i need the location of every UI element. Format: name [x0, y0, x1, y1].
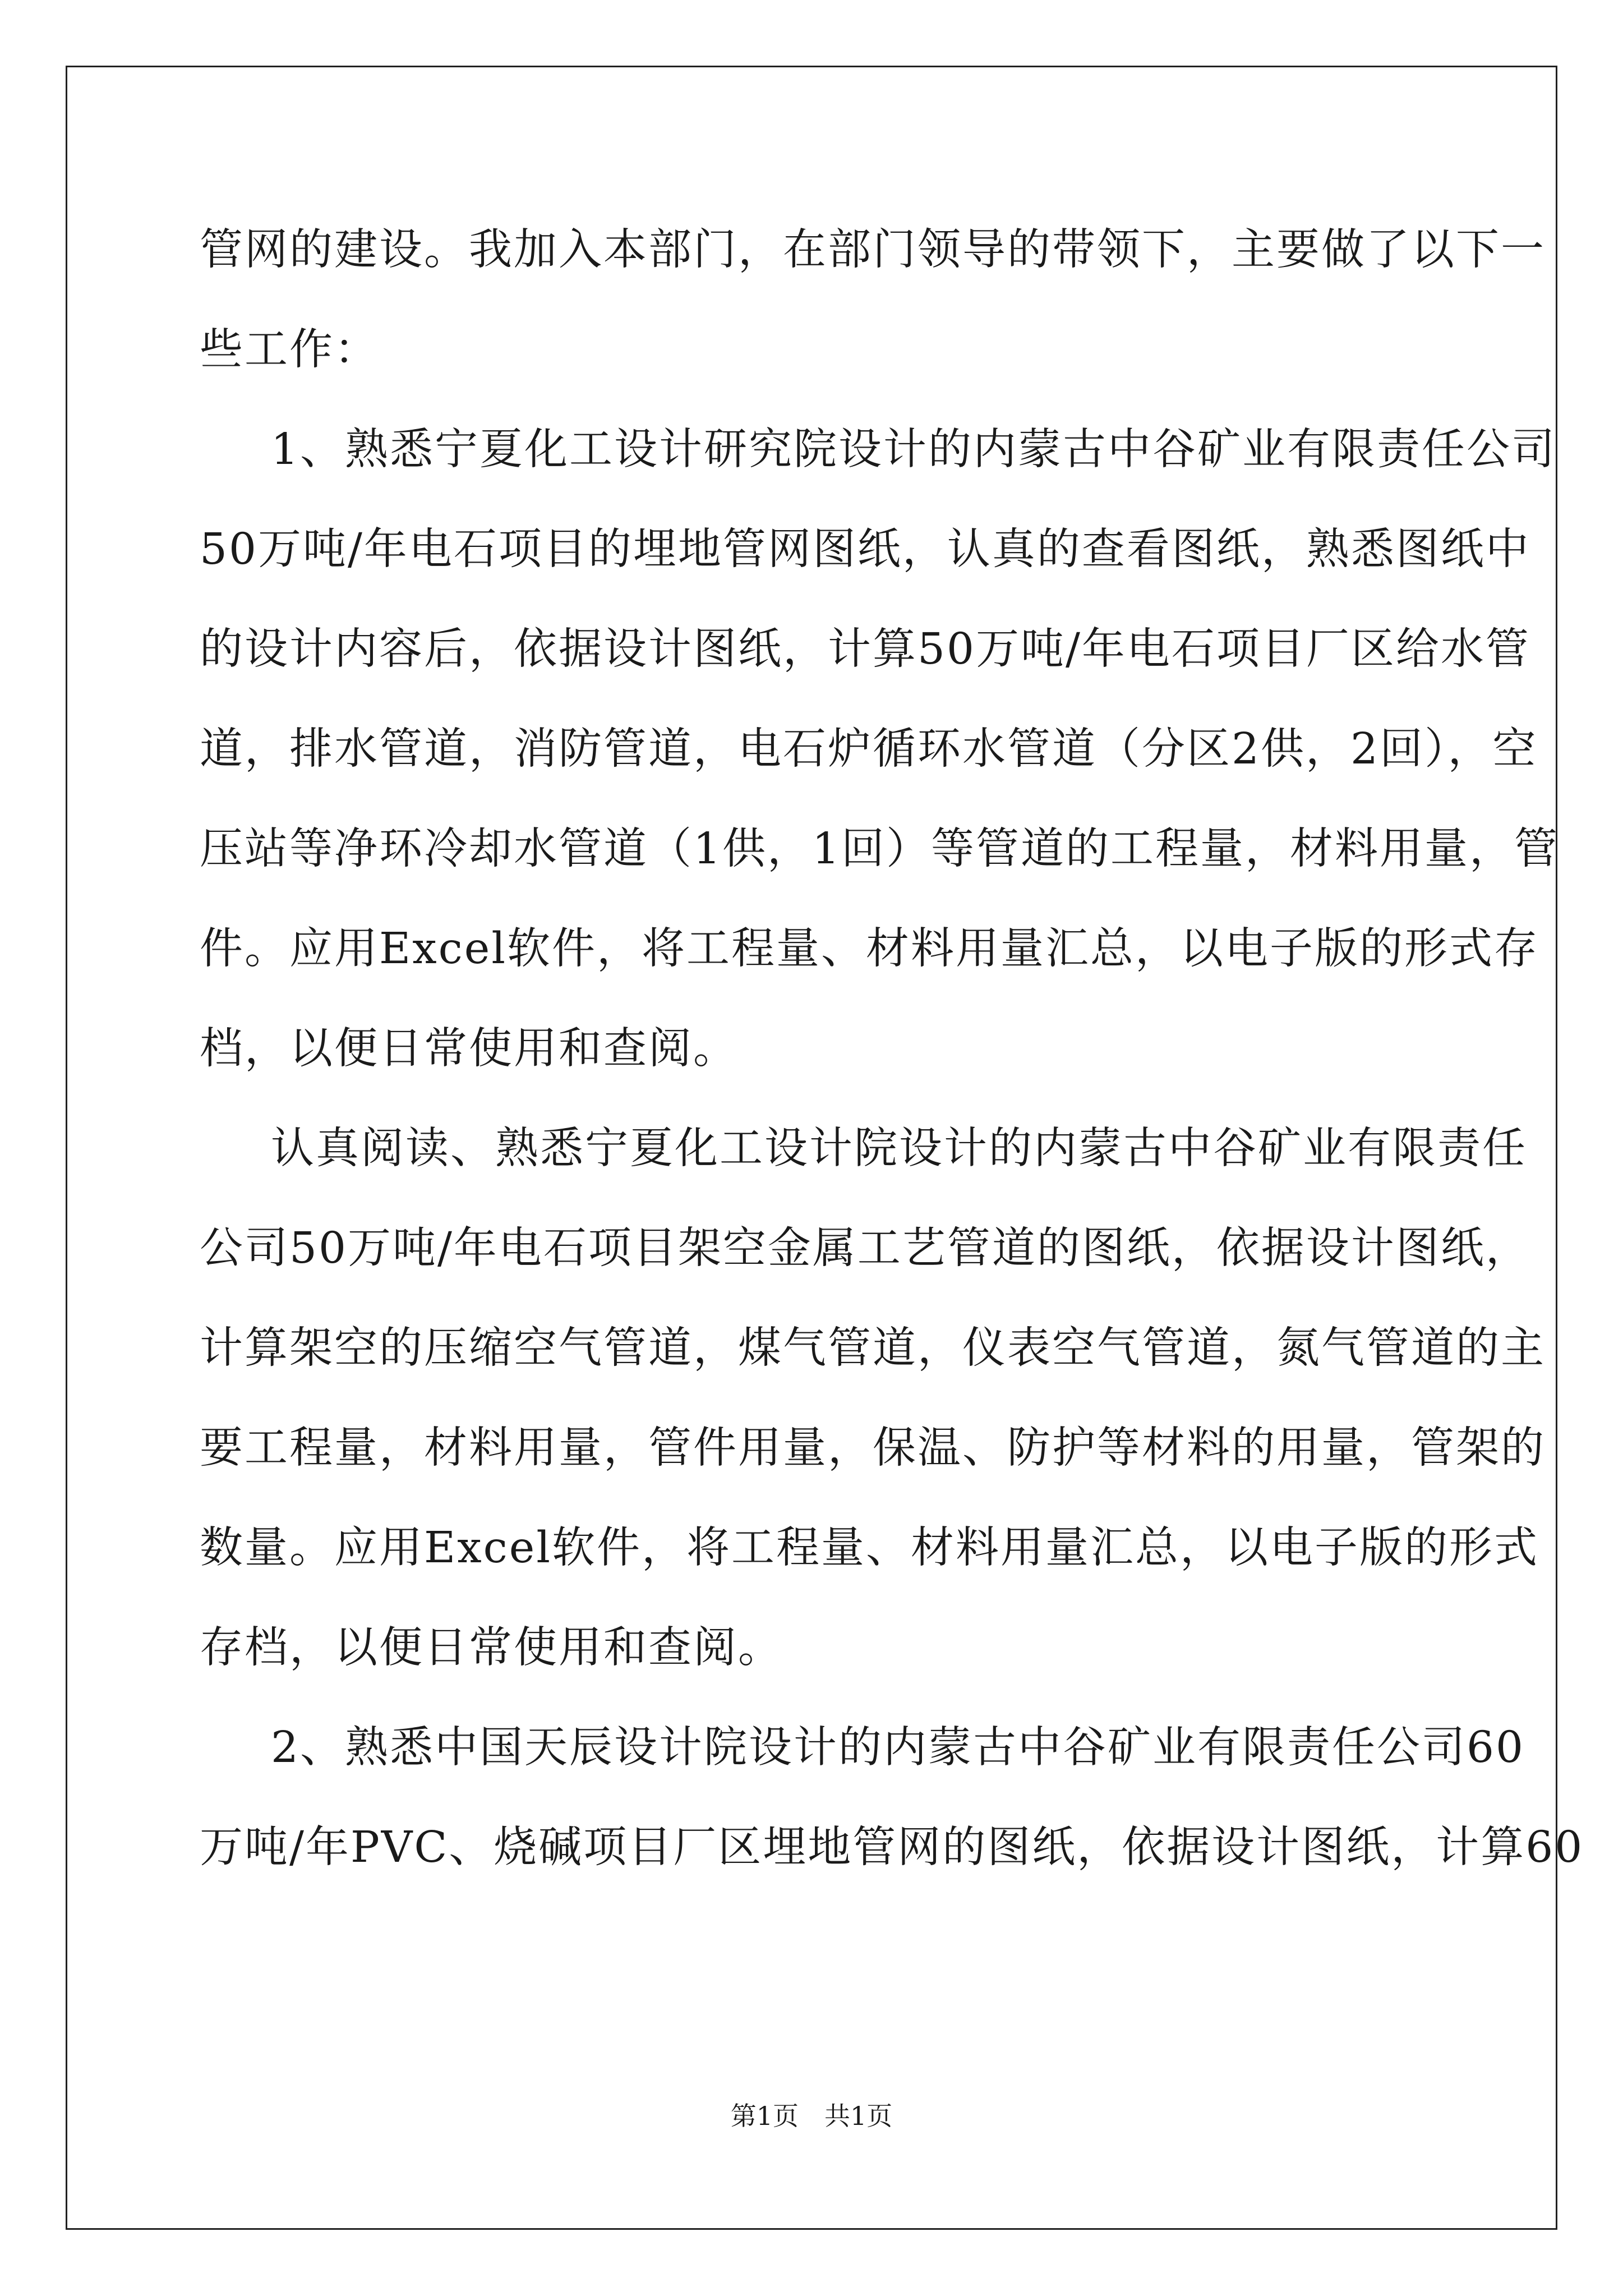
page-footer: 第1页 共1页 — [730, 2101, 893, 2131]
text-line-17: 万吨/年PVC、烧碱项目厂区埋地管网的图纸，依据设计图纸，计算60 — [200, 1823, 1584, 1872]
text-line-4: 50万吨/年电石项目的埋地管网图纸，认真的查看图纸，熟悉图纸中 — [200, 524, 1530, 574]
text-line-13: 要工程量，材料用量，管件用量，保温、防护等材料的用量，管架的 — [200, 1423, 1546, 1473]
text-line-6: 道，排水管道，消防管道，电石炉循环水管道（分区2供，2回），空 — [200, 724, 1538, 774]
text-line-9: 档，以便日常使用和查阅。 — [200, 1024, 738, 1074]
text-line-14: 数量。应用Excel软件，将工程量、材料用量汇总，以电子版的形式 — [200, 1523, 1539, 1573]
text-line-16: 2、熟悉中国天辰设计院设计的内蒙古中谷矿业有限责任公司60 — [271, 1723, 1525, 1773]
text-line-11: 公司50万吨/年电石项目架空金属工艺管道的图纸，依据设计图纸， — [200, 1223, 1530, 1273]
text-line-5: 的设计内容后，依据设计图纸，计算50万吨/年电石项目厂区给水管 — [200, 624, 1530, 674]
text-line-2: 些工作： — [200, 325, 379, 375]
text-line-12: 计算架空的压缩空气管道，煤气管道，仪表空气管道，氮气管道的主 — [200, 1323, 1546, 1373]
text-line-7: 压站等净环冷却水管道（1供，1回）等管道的工程量，材料用量，管 — [200, 824, 1559, 874]
text-line-10: 认真阅读、熟悉宁夏化工设计院设计的内蒙古中谷矿业有限责任 — [271, 1124, 1527, 1174]
text-line-15: 存档，以便日常使用和查阅。 — [200, 1623, 783, 1673]
text-line-8: 件。应用Excel软件，将工程量、材料用量汇总，以电子版的形式存 — [200, 924, 1539, 974]
text-line-1: 管网的建设。我加入本部门，在部门领导的带领下，主要做了以下一 — [200, 225, 1546, 275]
text-line-3: 1、熟悉宁夏化工设计研究院设计的内蒙古中谷矿业有限责任公司 — [271, 425, 1556, 475]
